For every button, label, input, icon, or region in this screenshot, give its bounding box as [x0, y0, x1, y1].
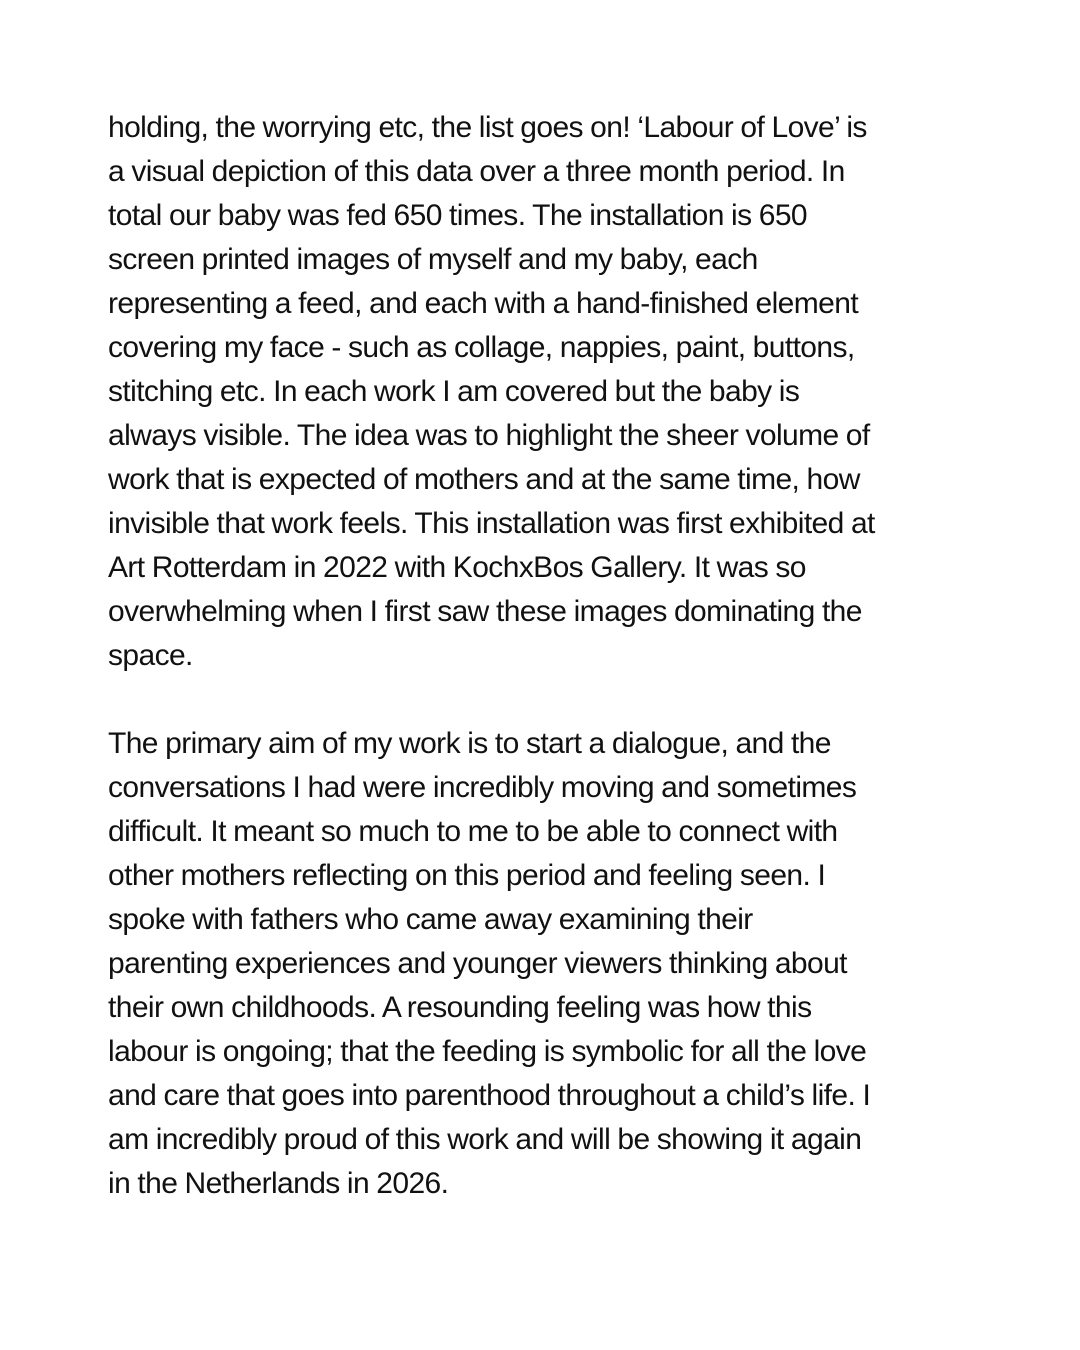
- text-line: invisible that work feels. This installation was first exhibited at: [108, 507, 875, 540]
- text-line: and care that goes into parenthood throughout a child’s life. I: [108, 1079, 871, 1112]
- text-line: always visible. The idea was to highlight the sheer volume of: [108, 419, 870, 452]
- text-line: covering my face - such as collage, nappies, paint, buttons,: [108, 331, 855, 364]
- text-line: total our baby was fed 650 times. The installation is 650: [108, 199, 808, 232]
- text-line: a visual depiction of this data over a three month period. In: [108, 155, 845, 188]
- text-line: other mothers reflecting on this period and feeling seen. I: [108, 859, 826, 892]
- text-line: parenting experiences and younger viewers thinking about: [108, 947, 847, 980]
- text-line: screen printed images of myself and my baby, each: [108, 243, 758, 276]
- text-line: representing a feed, and each with a hand-finished element: [108, 287, 859, 320]
- text-line: their own childhoods. A resounding feeling was how this: [108, 991, 812, 1024]
- text-line: conversations I had were incredibly moving and sometimes: [108, 771, 857, 804]
- text-line: Art Rotterdam in 2022 with KochxBos Gallery. It was so: [108, 551, 806, 584]
- text-line: holding, the worrying etc, the list goes on! ‘Labour of Love’ is: [108, 111, 867, 144]
- text-line: stitching etc. In each work I am covered but the baby is: [108, 375, 800, 408]
- text-line: in the Netherlands in 2026.: [108, 1167, 449, 1200]
- paragraph-reflection: [108, 722, 988, 1206]
- text-line: am incredibly proud of this work and will be showing it again: [108, 1123, 862, 1156]
- paragraph-artwork-description: [108, 106, 988, 678]
- text-line: overwhelming when I first saw these images dominating the: [108, 595, 862, 628]
- text-line: labour is ongoing; that the feeding is symbolic for all the love: [108, 1035, 867, 1068]
- text-line: difficult. It meant so much to me to be able to connect with: [108, 815, 838, 848]
- text-line: space.: [108, 639, 193, 672]
- text-line: spoke with fathers who came away examining their: [108, 903, 753, 936]
- text-line: work that is expected of mothers and at the same time, how: [108, 463, 860, 496]
- text-line: The primary aim of my work is to start a dialogue, and the: [108, 727, 831, 760]
